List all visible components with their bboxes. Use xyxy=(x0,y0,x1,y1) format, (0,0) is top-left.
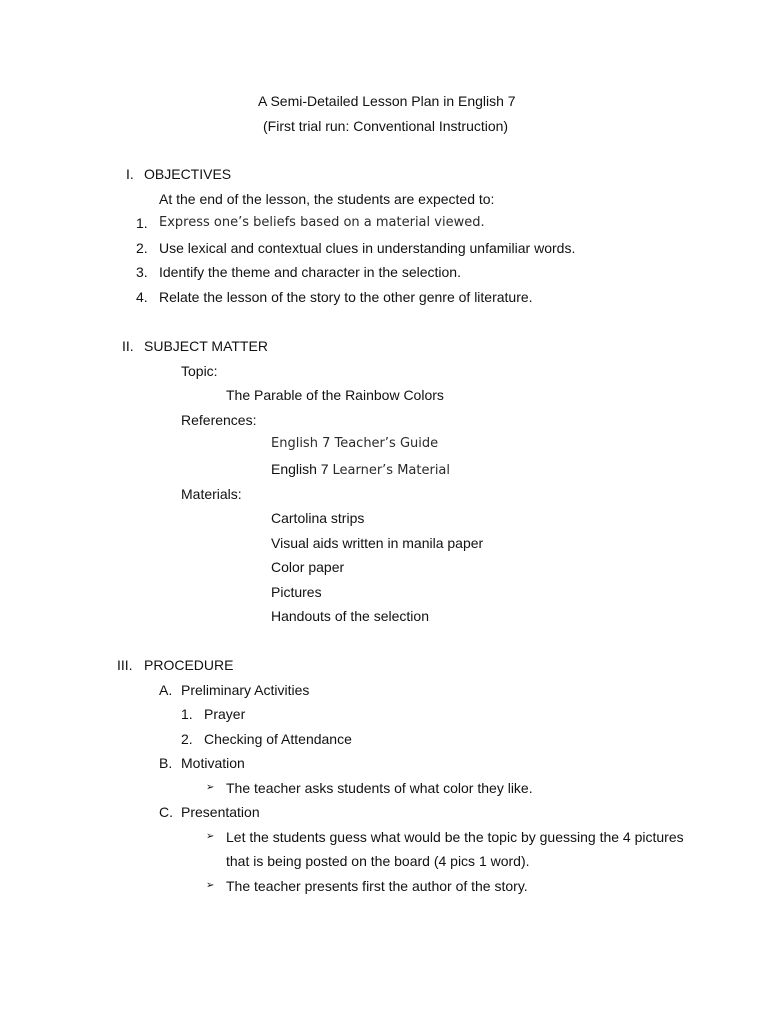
procedure-heading: PROCEDURE xyxy=(144,657,234,673)
objective-number: 4. xyxy=(136,289,148,305)
arrow-bullet-icon: ➢ xyxy=(206,880,215,891)
procedure-item-number: 1. xyxy=(181,706,193,722)
procedure-item-number: 2. xyxy=(181,731,193,747)
objective-number: 3. xyxy=(136,264,148,280)
procedure-letter: B. xyxy=(159,755,173,771)
reference-item: English 7 Teacher’s Guide xyxy=(271,436,439,451)
reference-item-rest: Learner’s Material xyxy=(332,463,451,478)
objectives-heading: OBJECTIVES xyxy=(144,166,232,182)
material-item: Color paper xyxy=(271,559,345,575)
procedure-bullet: Let the students guess what would be the topic by guessing the 4 pictures xyxy=(226,829,684,845)
procedure-letter: C. xyxy=(159,804,173,820)
procedure-bullet: The teacher presents first the author of the story. xyxy=(226,878,528,894)
material-item: Visual aids written in manila paper xyxy=(271,535,484,551)
topic-label: Topic: xyxy=(181,363,218,379)
material-item: Cartolina strips xyxy=(271,510,365,526)
objective-item: Use lexical and contextual clues in understanding unfamiliar words. xyxy=(159,240,576,256)
reference-item-prefix: English 7 xyxy=(271,461,333,477)
material-item: Pictures xyxy=(271,584,322,600)
section-numeral: III. xyxy=(117,657,133,673)
procedure-section-title: Presentation xyxy=(181,804,260,820)
subject-matter-heading: SUBJECT MATTER xyxy=(144,338,268,354)
objectives-intro: At the end of the lesson, the students are expected to: xyxy=(159,191,495,207)
arrow-bullet-icon: ➢ xyxy=(206,782,215,793)
objective-number: 1. xyxy=(136,215,148,231)
reference-item xyxy=(271,460,450,480)
references-label: References: xyxy=(181,412,257,428)
procedure-section-title: Motivation xyxy=(181,755,245,771)
arrow-bullet-icon: ➢ xyxy=(206,831,215,842)
procedure-item: Checking of Attendance xyxy=(204,731,352,747)
document-subtitle: (First trial run: Conventional Instruction) xyxy=(263,118,509,134)
section-numeral: II. xyxy=(122,338,134,354)
procedure-section-title: Preliminary Activities xyxy=(181,682,310,698)
objective-item: Express one’s beliefs based on a material viewed. xyxy=(159,215,485,230)
objective-item: Relate the lesson of the story to the other genre of literature. xyxy=(159,289,533,305)
section-numeral: I. xyxy=(126,166,134,182)
procedure-letter: A. xyxy=(159,682,173,698)
objective-item: Identify the theme and character in the selection. xyxy=(159,264,461,280)
topic-value: The Parable of the Rainbow Colors xyxy=(226,387,444,403)
procedure-bullet-continuation: that is being posted on the board (4 pics 1 word). xyxy=(226,853,530,869)
objective-number: 2. xyxy=(136,240,148,256)
material-item: Handouts of the selection xyxy=(271,608,429,624)
document-title: A Semi-Detailed Lesson Plan in English 7 xyxy=(258,93,516,109)
materials-label: Materials: xyxy=(181,486,242,502)
procedure-item: Prayer xyxy=(204,706,246,722)
procedure-bullet: The teacher asks students of what color they like. xyxy=(226,780,533,796)
